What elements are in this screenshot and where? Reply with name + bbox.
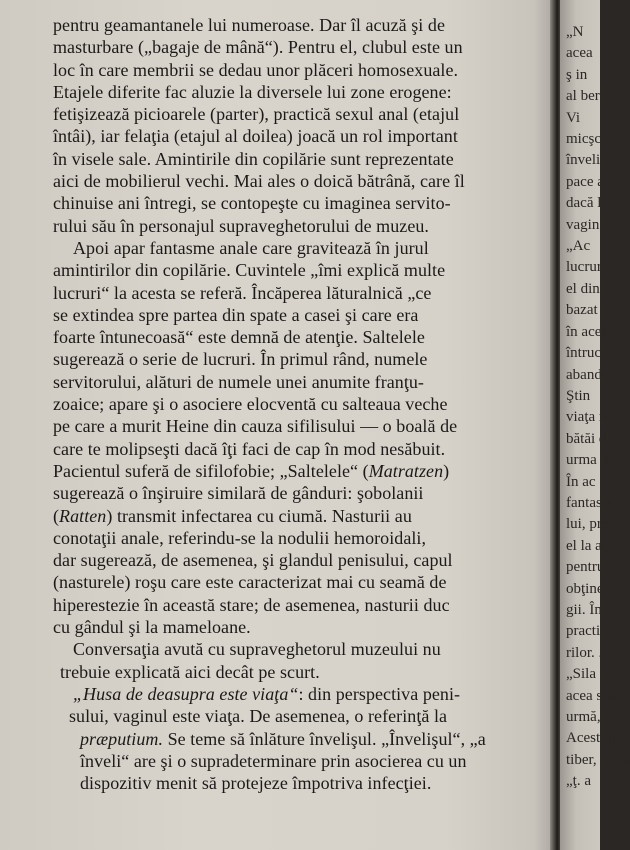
text-line: lucruri“ la acesta se referă. Încăperea lăturalnică „ce: [53, 282, 432, 303]
text-fragment: acea: [566, 45, 593, 62]
text-run: (: [53, 505, 60, 526]
text-fragment: În ac: [566, 473, 596, 490]
text-fragment: obţine d: [566, 580, 615, 597]
right-page-edge: [560, 0, 630, 850]
text-fragment: vagin,: [566, 216, 604, 233]
right-page-fragments: [566, 22, 630, 793]
text-line: hiperestezie în această stare; de asemenea, nasturii duc: [53, 594, 450, 615]
text-fragment: lui, pre: [566, 516, 609, 533]
text-line: [53, 728, 531, 750]
text-line: care te molipseşti dacă îţi faci de cap în mod nesăbuit.: [53, 438, 446, 459]
text-fragment: „Sila: [566, 666, 596, 683]
text-line: dispozitiv menit să protejeze împotriva infecţiei.: [80, 773, 432, 794]
text-line: dar sugerează, de asemenea, şi glandul penisului, capul: [53, 550, 453, 571]
text-fragment: bătăi d: [566, 430, 607, 447]
text-line: pentru geamantanele lui numeroase. Dar îl acuză şi de: [53, 15, 445, 35]
text-line: Conversaţia avută cu supraveghetorul muzeului nu: [73, 639, 441, 660]
text-line: masturbare („bagaje de mână“). Pentru el, clubul este un: [53, 37, 463, 58]
text-line: rului său în personajul supraveghetorului de muzeu.: [53, 215, 429, 236]
text-fragment: pentru c: [566, 559, 615, 576]
text-fragment: Ştin: [566, 387, 591, 404]
text-fragment: „ţ. a: [566, 773, 591, 790]
text-line: servitorului, alături de numele unei anumite franţu-: [53, 371, 424, 392]
text-line: înveli“ are şi o supradeterminare prin asocierea cu un: [80, 750, 467, 771]
text-fragment: tiber, fanta: [566, 751, 630, 768]
text-line: aici de mobilierul vechi. Mai ales o doică bătrână, care îl: [53, 171, 465, 192]
text-line: loc în care membrii se dedau unor plăceri homosexuale.: [53, 59, 459, 80]
text-fragment: al ber: [566, 88, 600, 105]
text-line: sugerează o serie de lucruri. În primul rând, numele: [53, 349, 428, 370]
text-run: Se teme să înlăture învelişul. „Învelişul“, „a: [163, 728, 486, 749]
text-run: ): [443, 460, 450, 481]
text-fragment: ş in: [566, 66, 588, 83]
text-line: chinuise ani întregi, se contopeşte cu imaginea servito-: [53, 193, 451, 214]
text-line: pe care a murit Heine din cauza sifilisului — o boală de: [53, 416, 458, 437]
text-line: se extindea spre partea din spate a casei şi care era: [53, 304, 419, 325]
text-line: sugerează o înşiruire similară de gânduri: şobolanii: [53, 483, 424, 504]
text-line: amintirilor din copilărie. Cuvintele „îmi explică multe: [53, 260, 446, 281]
text-fragment: micşc: [566, 131, 601, 148]
text-line: foarte întunecoasă“ este demnă de atenţie. Saltelele: [53, 327, 425, 348]
text-line: în visele sale. Amintirile din copilărie sunt reprezentate: [53, 148, 454, 169]
text-fragment: practica: [566, 623, 614, 640]
text-line: conotaţii anale, referindu-se la nodulii hemoroidali,: [53, 527, 427, 548]
body-text: [53, 14, 531, 794]
text-fragment: pace a: [566, 173, 604, 190]
italic-quote: „Husa de deasupra este viaţa“: [73, 683, 299, 704]
text-line: [53, 460, 531, 482]
text-fragment: rilor. ..: [566, 644, 606, 661]
text-fragment: Acest tip: [566, 730, 620, 747]
text-fragment: urma o: [566, 452, 609, 469]
italic-term: Ratten: [59, 505, 107, 526]
text-line: întâi), iar felaţia (etajul al doilea) joacă un rol important: [53, 126, 458, 147]
text-line: Apoi apar fantasme anale care gravitează în jurul: [73, 237, 429, 258]
text-fragment: gii. În v: [566, 601, 614, 618]
text-fragment: în aces: [566, 323, 608, 340]
text-fragment: abando: [566, 366, 610, 383]
text-line: [53, 683, 531, 705]
text-fragment: lucrur: [566, 259, 602, 276]
text-fragment: acea star: [566, 687, 619, 704]
text-fragment: el din pe: [566, 280, 618, 297]
text-fragment: el la ac: [566, 537, 609, 554]
text-fragment: „N: [566, 24, 584, 40]
text-line: trebuie explicată aici decât pe scurt.: [60, 661, 320, 682]
text-fragment: „Ac: [566, 238, 591, 255]
text-run: ) transmit infectarea cu ciumă. Nasturii au: [106, 505, 412, 526]
text-run: : din perspectiva peni-: [298, 683, 461, 704]
text-line: (nasturele) roşu care este caracterizat mai cu seamă de: [53, 572, 447, 593]
text-fragment: întruca: [566, 345, 608, 362]
text-line: zoaice; apare şi o asociere elocventă cu salteaua veche: [53, 394, 448, 415]
text-fragment: dacă l: [566, 195, 602, 212]
italic-term: præputium.: [80, 728, 164, 749]
text-line: fetişizează picioarele (parter), practică sexul anal (etajul: [53, 104, 460, 125]
text-line: cu gândul şi la mameloane.: [53, 617, 251, 638]
text-fragment: bazat: [566, 302, 598, 319]
text-run: Pacientul suferă de sifilofobie; „Saltelele“ (: [53, 460, 369, 481]
italic-term: Matratzen: [368, 460, 444, 481]
text-line: [53, 505, 531, 527]
text-fragment: Vi: [566, 109, 581, 126]
text-line: Etajele diferite fac aluzie la diversele lui zone erogene:: [53, 81, 452, 102]
text-fragment: viaţa n: [566, 409, 607, 426]
text-line: sului, vaginul este viaţa. De asemenea, o referinţă la: [69, 706, 448, 727]
text-fragment: fantasm: [566, 494, 614, 511]
text-fragment: înveli: [566, 152, 601, 169]
text-fragment: urmă, co: [566, 709, 619, 725]
